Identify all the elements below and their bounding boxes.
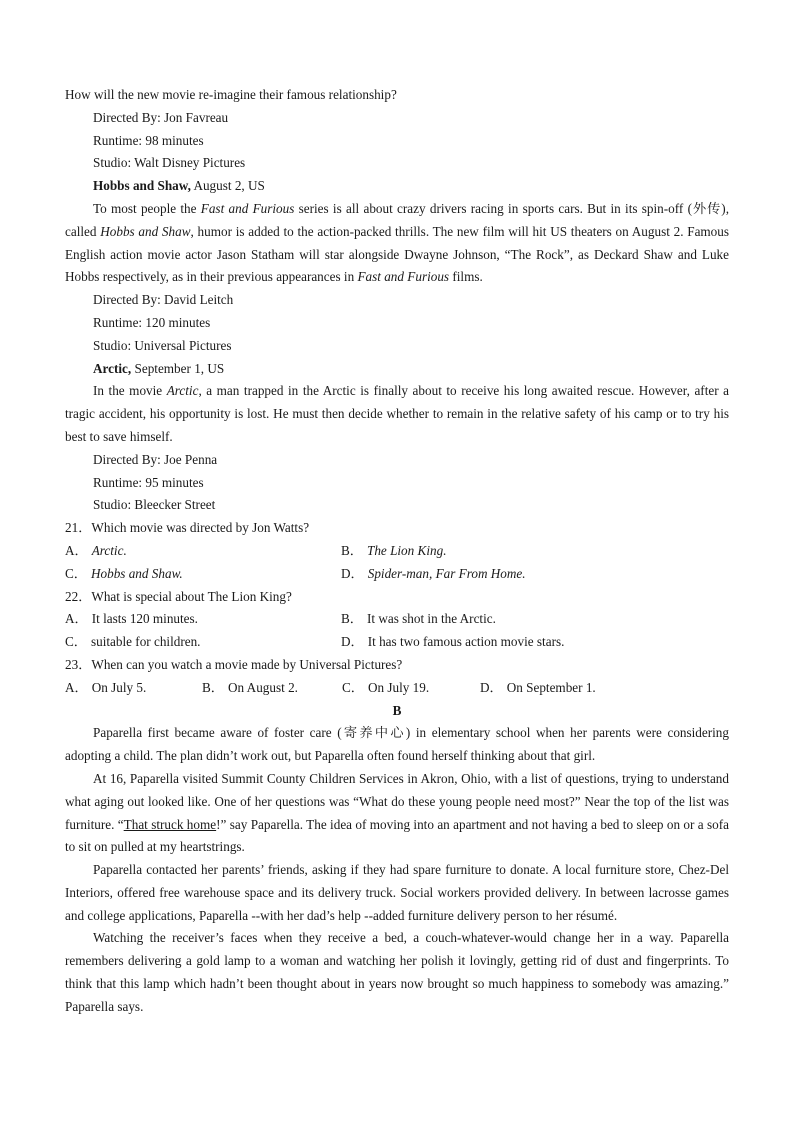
option-label: B．: [341, 542, 363, 558]
passage-b-paragraph-1: Paparella first became aware of foster care (寄养中心) in elementary school when her parents were considering adopting a child. The plan didn’t work out, but Paparella often found herself thinking about that girl.: [65, 725, 729, 764]
option-label: C．: [65, 634, 87, 650]
italic-title: Arctic: [166, 383, 199, 399]
option-label: A．: [65, 611, 88, 627]
option-label: D．: [480, 679, 503, 695]
option-label: B．: [202, 679, 224, 695]
italic-title: Fast and Furious: [357, 269, 450, 285]
passage-b-paragraph-2: [65, 768, 729, 859]
section-b-heading: B: [392, 702, 402, 718]
passage-b-paragraph-4: Watching the receiver’s faces when they receive a bed, a couch-whatever-would change her in a way. Paparella remembers delivering a gold lamp to a woman and watching her polish it lovingly, getting rid of dust and fingerprints. To think that this lamp which hadn’t been thought about in years now brought so much happiness to somebody was amazing.” Paparella says.: [65, 930, 729, 1014]
arctic-studio: Studio: Bleecker Street: [93, 497, 216, 513]
option-text: Arctic.: [91, 542, 127, 558]
option-label: A．: [65, 542, 88, 558]
q21-option-b[interactable]: [341, 540, 617, 563]
text-run: !” say Paparella. The idea of moving into an apartment and not having a bed to sleep on or a sofa to sit on pulled at my heartstrings.: [65, 816, 729, 855]
option-text: Hobbs and Shaw.: [90, 565, 183, 581]
q21-stem: 21．Which movie was directed by Jon Watts?: [65, 520, 310, 536]
option-text: On August 2.: [227, 679, 298, 695]
option-text: The Lion King.: [366, 542, 447, 558]
option-text: On July 19.: [367, 679, 430, 695]
document-page: [65, 84, 729, 1019]
arctic-runtime: Runtime: 95 minutes: [93, 474, 204, 490]
movie1-runtime: Runtime: 98 minutes: [93, 132, 204, 148]
hobbs-director: Directed By: David Leitch: [93, 292, 234, 308]
text-run: At 16, Paparella visited Summit County Children Services in Akron, Ohio, with a list of questions, trying to understand what aging out looked like. One of her questions was “What do these young people need most?” Near the top of the list was furniture. “: [65, 770, 729, 832]
italic-title: Fast and Furious: [200, 200, 295, 216]
option-label: A．: [65, 679, 88, 695]
q22-stem: 22．What is special about The Lion King?: [65, 588, 292, 604]
q22-option-a[interactable]: [65, 608, 341, 631]
hobbs-title: Hobbs and Shaw,: [93, 178, 191, 194]
text-run: To most people the: [93, 200, 201, 216]
italic-title: Hobbs and Shaw: [100, 223, 191, 239]
option-text: Spider-man, Far From Home.: [367, 565, 526, 581]
option-label: B．: [341, 611, 363, 627]
q23-option-a[interactable]: [65, 677, 202, 700]
hobbs-heading: [65, 175, 729, 198]
movie1-studio: Studio: Walt Disney Pictures: [93, 155, 246, 171]
text-run: , a man trapped in the Arctic is finally about to receive his long awaited rescue. However, after a tragic accident, his opportunity is lost. He must then decide whether to remain in the relative safety of his camp or to try his best to save himself.: [65, 383, 730, 444]
arctic-title: Arctic,: [93, 360, 132, 376]
option-text: It lasts 120 minutes.: [91, 611, 198, 627]
q21-option-d[interactable]: [341, 563, 617, 586]
q22-options-row2: [65, 631, 729, 654]
option-label: D．: [341, 565, 364, 581]
text-run: films.: [449, 269, 483, 285]
hobbs-date: August 2, US: [190, 178, 265, 194]
option-text: It has two famous action movie stars.: [367, 634, 565, 650]
option-label: D．: [341, 634, 364, 650]
q23-stem: 23．When can you watch a movie made by Universal Pictures?: [65, 656, 403, 672]
q22-option-b[interactable]: [341, 608, 617, 631]
passage-b-paragraph-3: Paparella contacted her parents’ friends, asking if they had spare furniture to donate. A local furniture store, Chez-Del Interiors, offered free warehouse space and its delivery truck. Social workers provided delivery. In between lacrosse games and college applications, Paparella --with her dad’s help --added furniture delivery person to her résumé.: [65, 862, 729, 923]
intro-question: How will the new movie re-imagine their famous relationship?: [65, 87, 397, 102]
q23-option-d[interactable]: [480, 677, 596, 700]
underlined-phrase: That struck home: [123, 816, 217, 832]
text-run: series is all about crazy drivers racing in sports cars. But in its spin-off (外传), called: [65, 200, 729, 239]
text-run: , humor is added to the action-packed thrills. The new film will hit US theaters on August 2. Famous English action movie actor Jason Statham will star alongside Dwayne Johnson, “The Rock”, as Deckard Shaw and Luke Hobbs respectively, as in their previous appearances in: [65, 223, 729, 285]
option-label: C．: [342, 679, 364, 695]
option-text: On September 1.: [506, 679, 596, 695]
hobbs-paragraph: [65, 198, 729, 289]
hobbs-studio: Studio: Universal Pictures: [93, 337, 232, 353]
q22-option-d[interactable]: [341, 631, 617, 654]
movie1-director: Directed By: Jon Favreau: [93, 109, 229, 125]
option-text: suitable for children.: [90, 634, 201, 650]
q21-option-c[interactable]: [65, 563, 341, 586]
text-run: In the movie: [93, 383, 167, 399]
option-text: It was shot in the Arctic.: [366, 611, 496, 627]
arctic-date: September 1, US: [131, 360, 225, 376]
q22-option-c[interactable]: [65, 631, 341, 654]
arctic-director: Directed By: Joe Penna: [93, 451, 218, 467]
q21-option-a[interactable]: [65, 540, 341, 563]
option-text: On July 5.: [91, 679, 147, 695]
q21-options-row1: [65, 540, 729, 563]
q23-option-c[interactable]: [342, 677, 480, 700]
option-label: C．: [65, 565, 87, 581]
arctic-paragraph: [65, 380, 729, 448]
arctic-heading: [65, 358, 729, 381]
q21-options-row2: [65, 563, 729, 586]
hobbs-runtime: Runtime: 120 minutes: [93, 314, 211, 330]
q23-options-row: [65, 677, 729, 700]
q23-option-b[interactable]: [202, 677, 342, 700]
q22-options-row1: [65, 608, 729, 631]
